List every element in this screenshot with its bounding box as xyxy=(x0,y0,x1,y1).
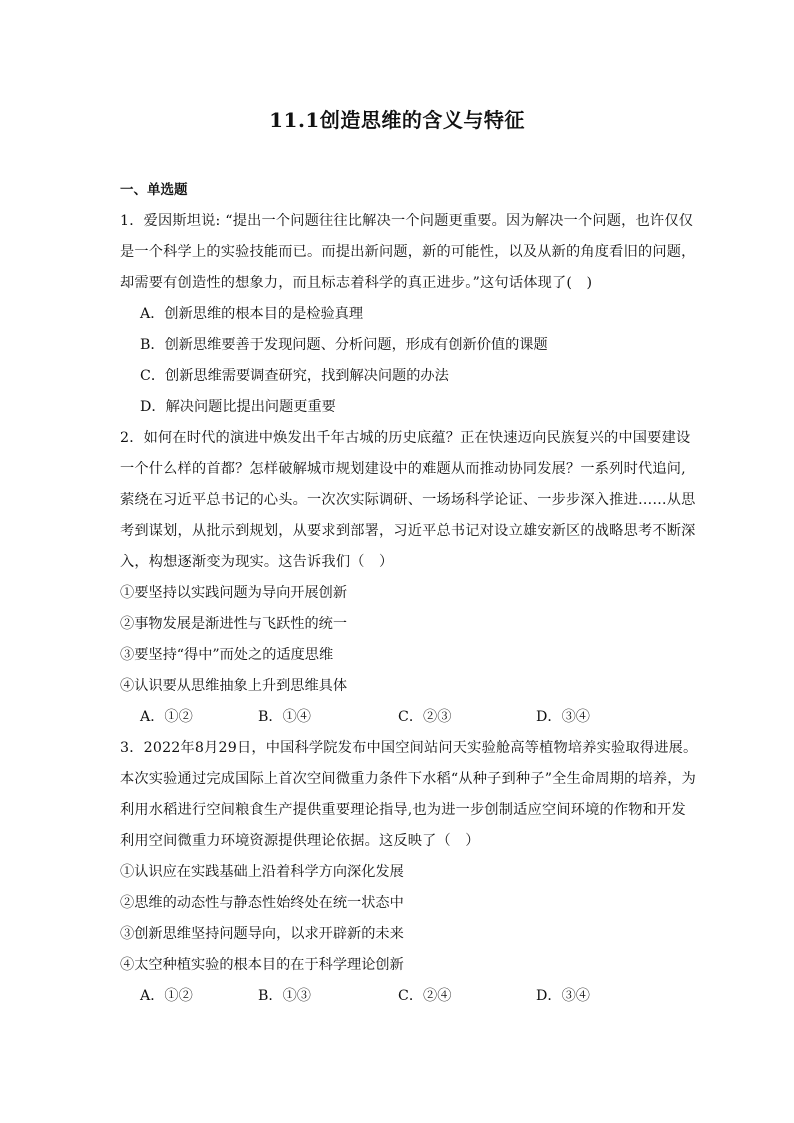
question-1-line: 是一个科学上的实验技能而已。而提出新问题，新的可能性，以及从新的角度看旧的问题， xyxy=(120,244,696,260)
question-1-option-c: C．创新思维需要调查研究，找到解决问题的办法 xyxy=(140,368,449,384)
question-1 xyxy=(120,206,695,423)
page-title: 11.1创造思维的含义与特征 xyxy=(269,108,525,132)
question-2-choice-d: D．③④ xyxy=(536,709,590,725)
question-2-choice-b: B．①④ xyxy=(258,709,311,725)
question-3-statement-2: ②思维的动态性与静态性始终处在统一状态中 xyxy=(120,895,404,911)
question-1-option-d: D．解决问题比提出问题更重要 xyxy=(140,399,336,415)
question-3-choices xyxy=(120,981,695,1012)
question-3-line: 本次实验通过完成国际上首次空间微重力条件下水稻“从种子到种子”全生命周期的培养，为 xyxy=(120,771,697,787)
question-1-line: 却需要有创造性的想象力，而且标志着科学的真正进步。”这句话体现了( ) xyxy=(120,275,593,291)
question-1-option-a: A．创新思维的根本目的是检验真理 xyxy=(140,306,364,322)
question-3-statement-3: ③创新思维坚持问题导向，以求开辟新的未来 xyxy=(120,926,404,942)
question-3 xyxy=(120,733,698,1012)
question-3-line: 利用水稻进行空间粮食生产提供重要理论指导,也为进一步创制适应空间环境的作物和开发 xyxy=(120,802,686,818)
question-2-statement-4: ④认识要从思维抽象上升到思维具体 xyxy=(120,678,348,694)
question-2-statement-2: ②事物发展是渐进性与飞跃性的统一 xyxy=(120,616,348,632)
question-2 xyxy=(120,423,695,733)
question-2-statement-3: ③要坚持“得中”而处之的适度思维 xyxy=(120,647,334,663)
question-2-line: 考到谋划，从批示到规划，从要求到部署，习近平总书记对设立雄安新区的战略思考不断深 xyxy=(120,523,696,539)
section-title: 一、单选题 xyxy=(120,182,188,198)
question-3-choice-c: C．②④ xyxy=(398,988,452,1004)
question-3-choice-b: B．①③ xyxy=(258,988,311,1004)
question-1-option-b: B．创新思维要善于发现问题、分析问题，形成有创新价值的课题 xyxy=(140,337,548,353)
question-1-line: 1．爱因斯坦说: “提出一个问题往往比解决一个问题更重要。因为解决一个问题，也许仅仅 xyxy=(120,213,694,229)
question-3-choice-a: A．①② xyxy=(140,988,193,1004)
question-3-statement-1: ①认识应在实践基础上沿着科学方向深化发展 xyxy=(120,864,404,880)
question-2-line: 入，构想逐渐变为现实。这告诉我们（ ） xyxy=(120,554,394,570)
question-2-line: 萦绕在习近平总书记的心头。一次次实际调研、一场场科学论证、一步步深入推进……从思 xyxy=(120,492,696,508)
question-3-line: 3．2022年8月29日，中国科学院发布中国空间站问天实验舱高等植物培养实验取得进展。 xyxy=(120,740,698,756)
question-2-choice-a: A．①② xyxy=(140,709,193,725)
question-2-choices xyxy=(120,702,695,733)
question-2-choice-c: C．②③ xyxy=(398,709,452,725)
question-content xyxy=(120,180,698,1012)
question-3-choice-d: D．③④ xyxy=(536,988,590,1004)
question-3-statement-4: ④太空种植实验的根本目的在于科学理论创新 xyxy=(120,957,404,973)
question-2-line: 一个什么样的首都？怎样破解城市规划建设中的难题从而推动协同发展？一系列时代追问, xyxy=(120,461,686,477)
question-2-statement-1: ①要坚持以实践问题为导向开展创新 xyxy=(120,585,348,601)
question-2-line: 2．如何在时代的演进中焕发出千年古城的历史底蕴？正在快速迈向民族复兴的中国要建设 xyxy=(120,430,691,446)
question-3-line: 利用空间微重力环境资源提供理论依据。这反映了（ ） xyxy=(120,833,480,849)
